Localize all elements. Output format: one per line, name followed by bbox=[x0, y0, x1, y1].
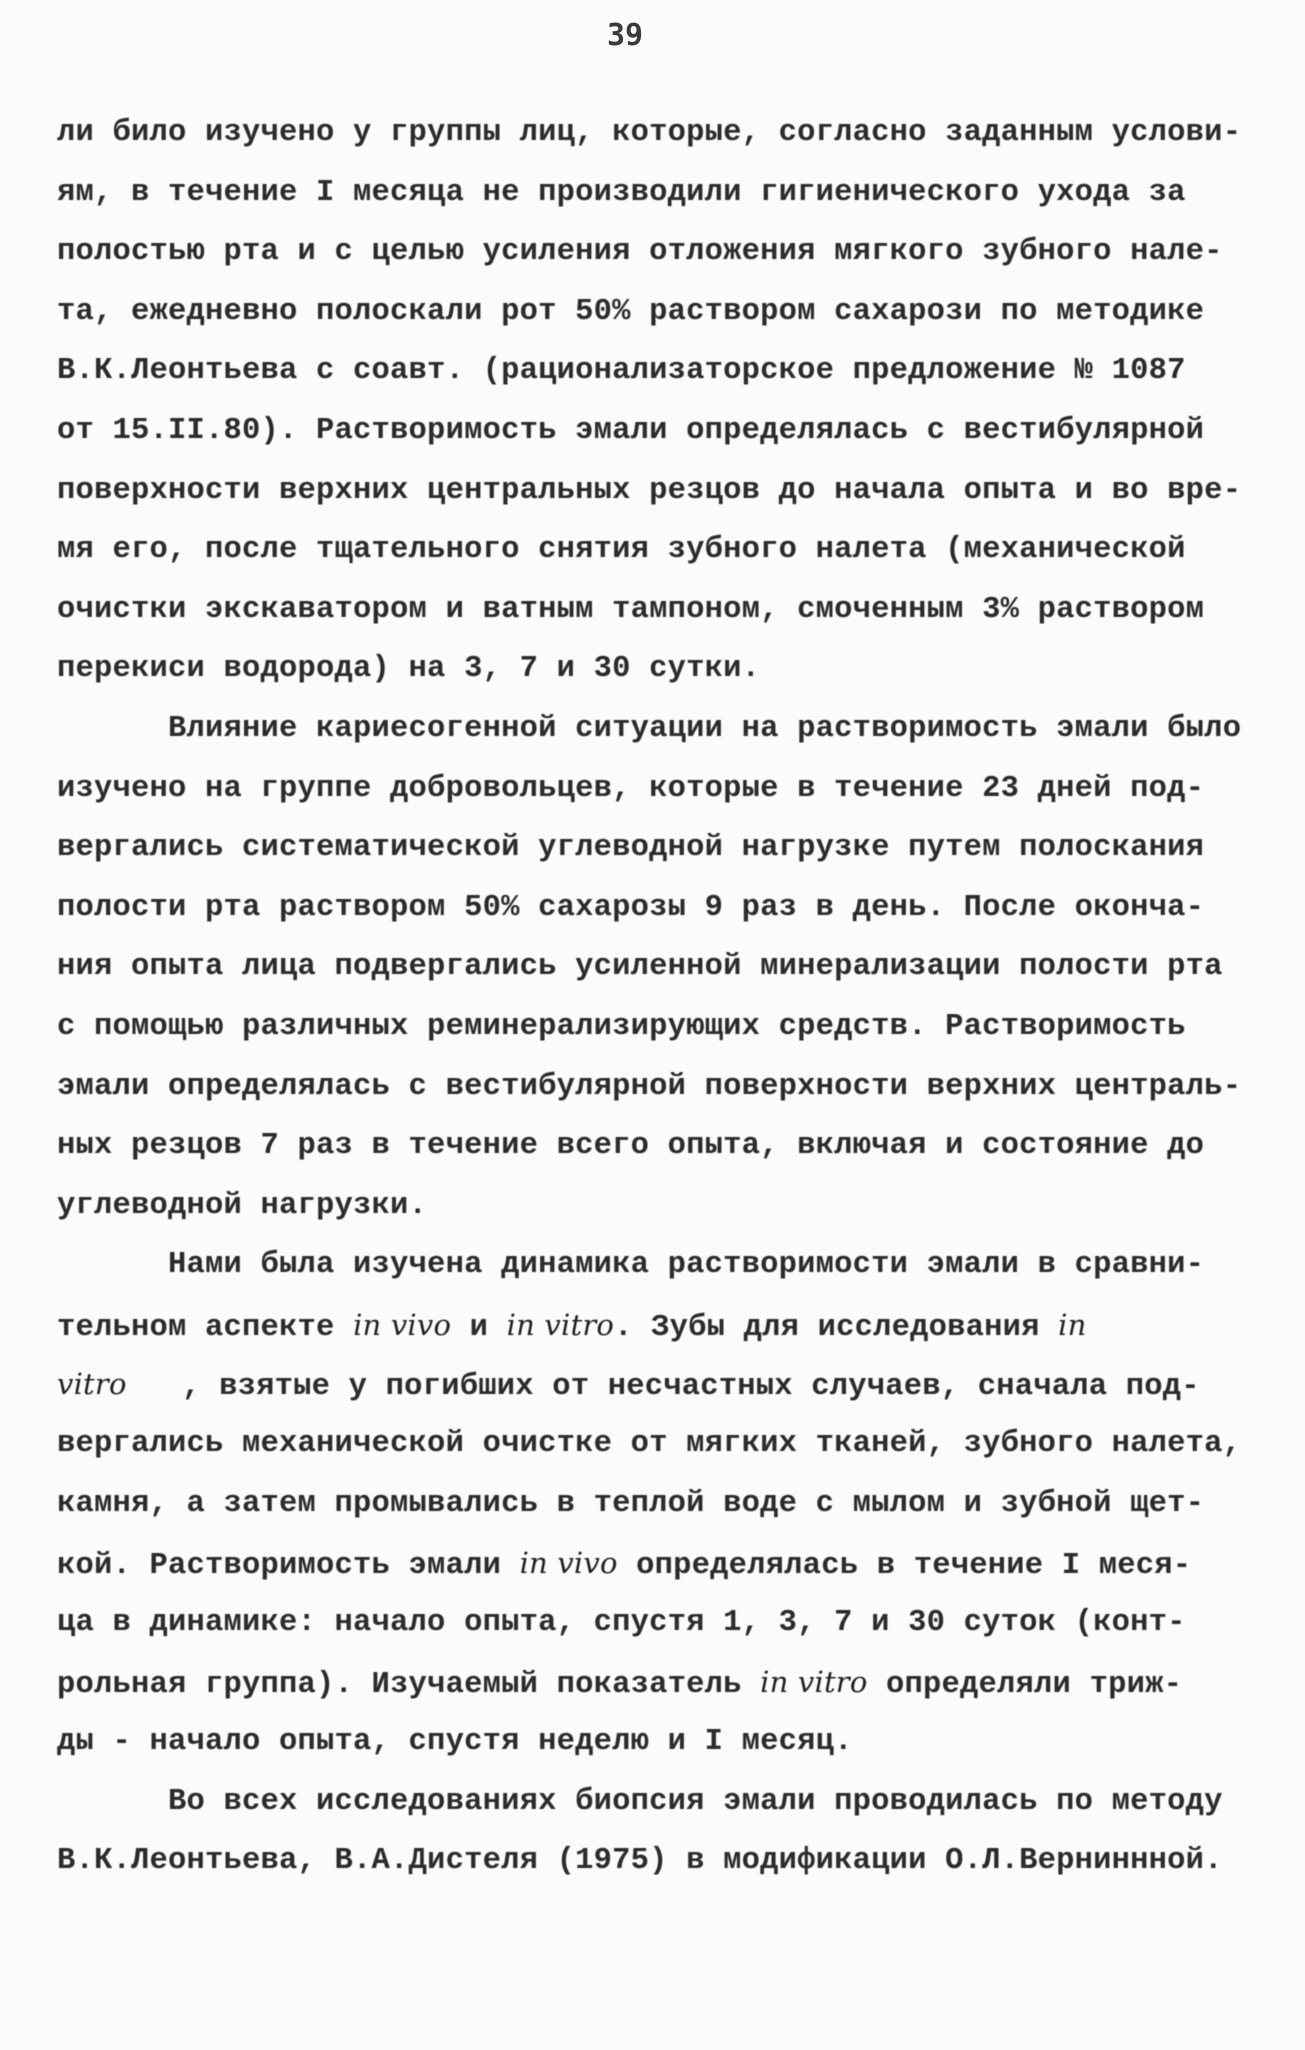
typed-text: ды - начало опыта, спустя неделю и I месяц. bbox=[57, 1725, 853, 1760]
typed-text: Влияние кариесогенной ситуации на растворимость эмали было bbox=[57, 711, 1242, 746]
typed-text: очистки экскаватором и ватным тампоном, смоченным 3% раствором bbox=[57, 592, 1205, 627]
typed-text: тельном аспекте bbox=[57, 1310, 354, 1345]
typed-text: от 15.II.80). Растворимость эмали определялась с вестибулярной bbox=[57, 413, 1205, 448]
typed-text: вергались механической очистке от мягких тканей, зубного налета, bbox=[57, 1427, 1242, 1462]
text-line bbox=[57, 938, 1232, 998]
text-line bbox=[57, 1713, 1232, 1773]
text-line bbox=[57, 283, 1232, 343]
text-line bbox=[57, 1117, 1232, 1177]
text-line bbox=[57, 1773, 1232, 1833]
text-line bbox=[57, 342, 1232, 402]
typed-text: с помощью различных реминерализирующих средств. Растворимость bbox=[57, 1009, 1186, 1044]
typed-text: камня, а затем промывались в теплой воде с мылом и зубной щет- bbox=[57, 1486, 1205, 1521]
typed-text: , взятые у погибших от несчастных случаев, сначала под- bbox=[126, 1370, 1200, 1405]
text-line bbox=[57, 1534, 1232, 1594]
typed-text: перекиси водорода) на 3, 7 и 30 сутки. bbox=[57, 652, 761, 687]
handwritten-latin-term: in vivo bbox=[519, 1546, 618, 1581]
typed-text: полости рта раствором 50% сахарозы 9 раз в день. После оконча- bbox=[57, 890, 1205, 925]
text-line bbox=[57, 104, 1242, 164]
text-line bbox=[57, 1058, 1242, 1118]
text-line bbox=[57, 581, 1232, 641]
text-line bbox=[57, 640, 1232, 700]
typed-text: полостью рта и с целью усиления отложения мягкого зубного нале- bbox=[57, 235, 1223, 270]
text-line bbox=[57, 998, 1232, 1058]
text-line bbox=[57, 1236, 1232, 1296]
text-line bbox=[57, 1177, 1232, 1237]
typed-text: кой. Растворимость эмали bbox=[57, 1549, 520, 1584]
typed-text: рольная группа). Изучаемый показатель bbox=[57, 1668, 761, 1703]
text-line bbox=[57, 521, 1232, 581]
text-line bbox=[57, 879, 1232, 939]
typed-text: Нами была изучена динамика растворимости эмали в сравни- bbox=[57, 1248, 1205, 1283]
page-number: 39 bbox=[606, 18, 644, 53]
handwritten-latin-term: in vivo bbox=[353, 1307, 452, 1342]
typed-text: мя его, после тщательного снятия зубного налета (механической bbox=[57, 533, 1186, 568]
text-line bbox=[57, 1594, 1232, 1654]
typed-text: В.К.Леонтьева, В.А.Дистеля (1975) в модификации О.Л.Верниннной. bbox=[57, 1844, 1223, 1879]
typed-text: поверхности верхних центральных резцов до начала опыта и во вре- bbox=[57, 473, 1242, 508]
handwritten-latin-term: in vitro bbox=[506, 1307, 615, 1342]
typed-text: и bbox=[451, 1310, 507, 1345]
text-line bbox=[57, 700, 1242, 760]
text-line bbox=[57, 1355, 1232, 1415]
text-line bbox=[57, 402, 1232, 462]
body-text bbox=[57, 104, 1242, 1892]
typed-text: ли било изучено у группы лиц, которые, согласно заданным услови- bbox=[57, 116, 1242, 150]
text-line bbox=[57, 164, 1232, 224]
text-line bbox=[57, 1475, 1232, 1535]
typed-text: углеводной нагрузки. bbox=[57, 1188, 428, 1223]
text-line bbox=[57, 760, 1232, 820]
text-line bbox=[57, 1653, 1232, 1713]
typed-text: ям, в течение I месяца не производили гигиенического ухода за bbox=[57, 175, 1186, 210]
typed-text: . Зубы для исследования bbox=[614, 1310, 1059, 1345]
text-line bbox=[57, 1832, 1232, 1892]
text-line bbox=[57, 819, 1232, 879]
typed-text: ния опыта лица подвергались усиленной минерализации полости рта bbox=[57, 950, 1223, 985]
typed-text: та, ежедневно полоскали рот 50% раствором сахарози по методике bbox=[57, 294, 1205, 329]
text-line bbox=[57, 223, 1232, 283]
handwritten-latin-term: vitro bbox=[57, 1367, 127, 1402]
typed-text: ца в динамике: начало опыта, спустя 1, 3, 7 и 30 суток (конт- bbox=[57, 1605, 1186, 1640]
typed-text: Во всех исследованиях биопсия эмали проводилась по методу bbox=[57, 1784, 1223, 1819]
typed-text: определялась в течение I меся- bbox=[617, 1549, 1192, 1584]
text-line bbox=[57, 462, 1242, 522]
handwritten-latin-term: in bbox=[1058, 1307, 1087, 1342]
typed-text: определяли триж- bbox=[867, 1668, 1183, 1703]
text-line bbox=[57, 1415, 1242, 1475]
handwritten-latin-term: in vitro bbox=[760, 1665, 868, 1700]
typed-text: эмали определялась с вестибулярной поверхности верхних централь- bbox=[57, 1069, 1242, 1104]
typed-text: В.К.Леонтьева с соавт. (рационализаторское предложение № 1087 bbox=[57, 354, 1186, 389]
typed-text: ных резцов 7 раз в течение всего опыта, включая и состояние до bbox=[57, 1129, 1205, 1164]
typed-text: вергались систематической углеводной нагрузке путем полоскания bbox=[57, 831, 1205, 866]
text-line bbox=[57, 1296, 1232, 1356]
typed-text: изучено на группе добровольцев, которые в течение 23 дней под- bbox=[57, 771, 1205, 806]
